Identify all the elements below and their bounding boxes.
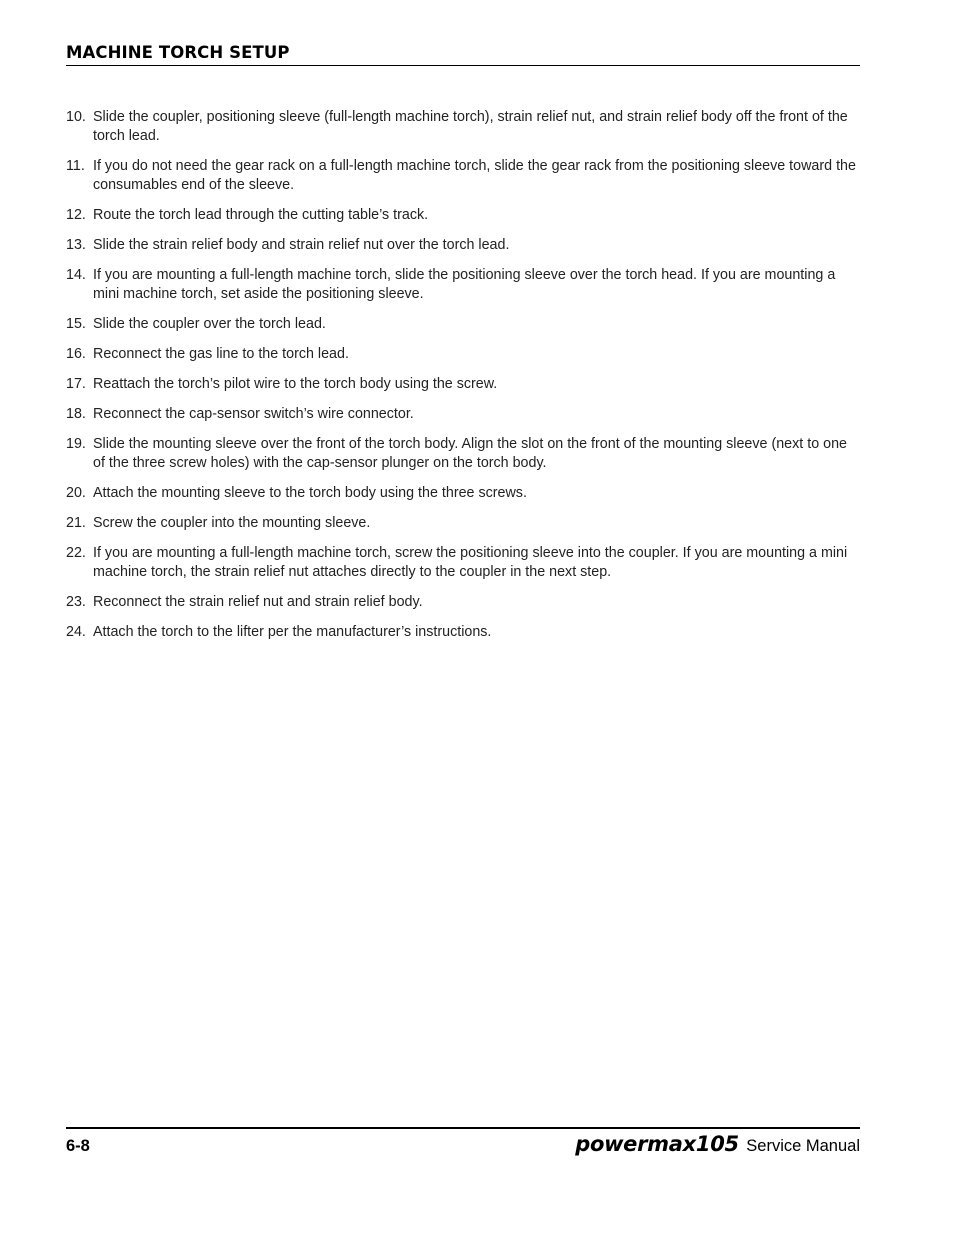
- instruction-steps: [66, 108, 860, 653]
- step-number: 22.: [66, 545, 86, 561]
- step-item: [66, 236, 860, 255]
- step-text: Reconnect the strain relief nut and strain relief body.: [93, 594, 423, 610]
- step-text: Slide the mounting sleeve over the front of the torch body. Align the slot on the front of the mounting sleeve (next to one of the three screw holes) with the cap-sensor plunger on the torch body.: [93, 436, 847, 471]
- step-number: 14.: [66, 267, 86, 283]
- footer-brand: [575, 1132, 860, 1156]
- step-item: [66, 345, 860, 364]
- step-text: Reconnect the gas line to the torch lead.: [93, 346, 349, 362]
- step-number: 11.: [66, 158, 85, 174]
- step-text: Attach the torch to the lifter per the manufacturer’s instructions.: [93, 624, 492, 640]
- step-item: [66, 544, 860, 582]
- page-footer: [66, 1127, 860, 1156]
- step-text: If you do not need the gear rack on a full-length machine torch, slide the gear rack from the positioning sleeve toward the consumables end of the sleeve.: [93, 158, 856, 193]
- step-item: [66, 623, 860, 642]
- step-item: [66, 157, 860, 195]
- step-number: 19.: [66, 436, 86, 452]
- step-text: If you are mounting a full-length machine torch, screw the positioning sleeve into the coupler. If you are mounting a mini machine torch, the strain relief nut attaches directly to the coupler in the next step.: [93, 545, 848, 580]
- step-text: Attach the mounting sleeve to the torch body using the three screws.: [93, 485, 527, 501]
- step-item: [66, 593, 860, 612]
- step-item: [66, 108, 860, 146]
- step-number: 24.: [66, 624, 86, 640]
- step-item: [66, 206, 860, 225]
- section-title: MACHINE TORCH SETUP: [66, 43, 290, 62]
- step-item: [66, 435, 860, 473]
- step-number: 10.: [66, 109, 86, 125]
- manual-label: Service Manual: [746, 1137, 860, 1155]
- step-text: Screw the coupler into the mounting sleeve.: [93, 515, 371, 531]
- page-number: 6-8: [66, 1137, 90, 1155]
- step-text: Slide the strain relief body and strain relief nut over the torch lead.: [93, 237, 510, 253]
- step-text: Route the torch lead through the cutting table’s track.: [93, 207, 429, 223]
- step-item: [66, 405, 860, 424]
- step-number: 23.: [66, 594, 86, 610]
- step-text: Slide the coupler over the torch lead.: [93, 316, 326, 332]
- page-header: [66, 42, 860, 66]
- step-number: 16.: [66, 346, 86, 362]
- step-item: [66, 315, 860, 334]
- step-text: Reattach the torch’s pilot wire to the torch body using the screw.: [93, 376, 498, 392]
- step-number: 21.: [66, 515, 86, 531]
- step-number: 13.: [66, 237, 86, 253]
- step-number: 12.: [66, 207, 86, 223]
- step-number: 15.: [66, 316, 86, 332]
- step-number: 17.: [66, 376, 86, 392]
- step-number: 18.: [66, 406, 86, 422]
- step-text: Slide the coupler, positioning sleeve (full-length machine torch), strain relief nut, and strain relief body off the front of the torch lead.: [93, 109, 848, 144]
- step-item: [66, 266, 860, 304]
- step-item: [66, 375, 860, 394]
- step-text: If you are mounting a full-length machine torch, slide the positioning sleeve over the torch head. If you are mounting a mini machine torch, set aside the positioning sleeve.: [93, 267, 836, 302]
- step-item: [66, 484, 860, 503]
- step-number: 20.: [66, 485, 86, 501]
- step-text: Reconnect the cap-sensor switch’s wire connector.: [93, 406, 414, 422]
- step-item: [66, 514, 860, 533]
- brand-logo: powermax105: [575, 1132, 739, 1156]
